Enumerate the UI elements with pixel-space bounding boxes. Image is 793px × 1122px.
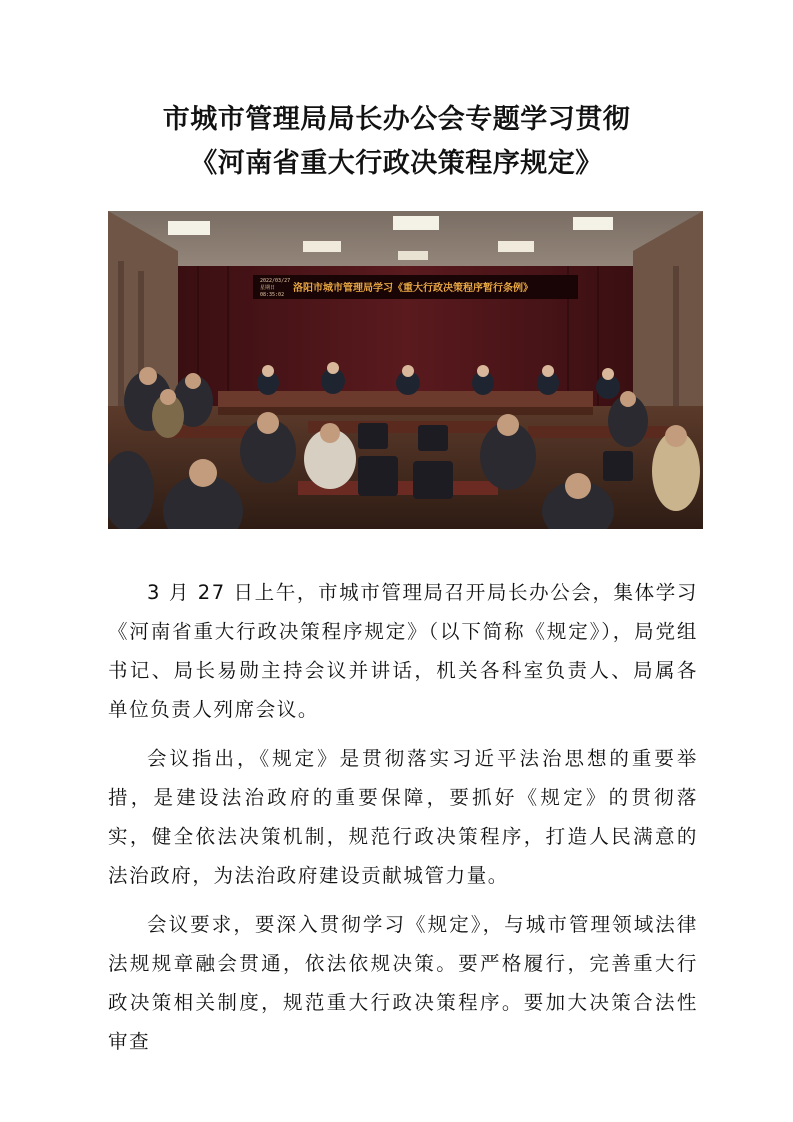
ceiling-light (393, 216, 439, 230)
ceiling-light (303, 241, 341, 252)
article-body (108, 573, 698, 1071)
banner-weekday: 星期日 (260, 285, 276, 291)
title-line-1: 市城市管理局局长办公会专题学习贯彻 (162, 104, 631, 135)
paragraph-3: 会议要求，要深入贯彻学习《规定》，与城市管理领域法律法规规章融会贯通，依法依规决策。要严格履行，完善重大行政决策相关制度，规范重大行政决策程序。要加大决策合法性审查 (108, 913, 698, 1053)
banner-text: 洛阳市城市管理局学习《重大行政决策程序暂行条例》 (293, 283, 533, 294)
banner-time: 08:35:02 (260, 292, 285, 298)
banner-date: 2022/03/27 (260, 278, 291, 284)
article-title (0, 98, 793, 186)
meeting-photo-illustration (108, 211, 703, 529)
title-line-2: 《河南省重大行政决策程序规定》 (190, 148, 603, 179)
ceiling-light (498, 241, 534, 252)
ceiling-light (168, 221, 210, 235)
ceiling-light (573, 217, 613, 230)
paragraph-1: 3 月 27 日上午，市城市管理局召开局长办公会，集体学习《河南省重大行政决策程序规定》（以下简称《规定》），局党组书记、局长易勋主持会议并讲话，机关各科室负责人、局属各单位负责人列席会议。 (108, 581, 698, 721)
paragraph-2: 会议指出，《规定》是贯彻落实习近平法治思想的重要举措，是建设法治政府的重要保障，要抓好《规定》的贯彻落实，健全依法决策机制，规范行政决策程序，打造人民满意的法治政府，为法治政府建设贡献城管力量。 (108, 747, 698, 887)
ceiling-light (398, 251, 428, 260)
meeting-photo (108, 211, 703, 529)
